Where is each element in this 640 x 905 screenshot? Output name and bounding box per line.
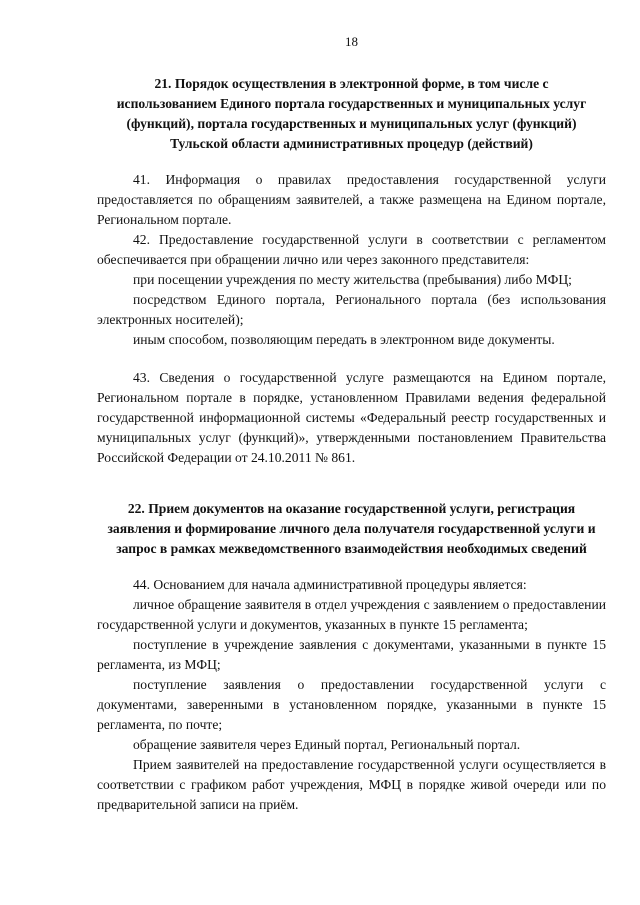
paragraph-44-reception: Прием заявителей на предоставление государственной услуги осуществляется в соответствии с графиком работ учреждения, МФЦ в порядке живой очереди или по предварительной записи на приём. [97,757,606,812]
paragraph-42-item-1: при посещении учреждения по месту жительства (пребывания) либо МФЦ; [133,272,572,287]
paragraph-44-item-1: личное обращение заявителя в отдел учреждения с заявлением о предоставлении государственной услуги и документов, указанных в пункте 15 регламента; [97,597,606,632]
page-number: 18 [345,34,358,49]
section-22-title: 22. Прием документов на оказание государственной услуги, регистрация заявления и формирование личного дела получателя государственной услуги и запрос в рамках межведомственного взаимодействия необходимых сведений [107,501,596,556]
section-21-title: 21. Порядок осуществления в электронной форме, в том числе с использованием Единого портала государственных и муниципальных услуг (функций), портала государственных и муниципальных услуг (функций) Тульской области административных процедур (действий) [116,76,587,151]
paragraph-44: 44. Основанием для начала административной процедуры является: [133,577,527,592]
paragraph-42: 42. Предоставление государственной услуги в соответствии с регламентом обеспечивается при обращении лично или через законного представителя: [97,232,606,267]
paragraph-43: 43. Сведения о государственной услуге размещаются на Едином портале, Региональном портале в порядке, установленном Правилами ведения федеральной государственной информационной системы «Федеральный реестр государственных и муниципальных услуг (функций)», утвержденными постановлением Правительства Российской Федерации от 24.10.2011 № 861. [97,370,606,465]
paragraph-42-item-2: посредством Единого портала, Регионального портала (без использования электронных носителей); [97,292,606,327]
paragraph-44-item-4: обращение заявителя через Единый портал, Региональный портал. [133,737,521,752]
paragraph-44-item-2: поступление в учреждение заявления с документами, указанными в пункте 15 регламента, из МФЦ; [97,637,606,672]
paragraph-41: 41. Информация о правилах предоставления государственной услуги предоставляется по обращениям заявителей, а также размещена на Едином портале, Региональном портале. [97,172,606,227]
paragraph-42-item-3: иным способом, позволяющим передать в электронном виде документы. [133,332,555,347]
document-page [97,34,606,815]
paragraph-44-item-3: поступление заявления о предоставлении государственной услуги с документами, заверенными в установленном порядке, указанными в пункте 15 регламента, по почте; [97,677,606,732]
